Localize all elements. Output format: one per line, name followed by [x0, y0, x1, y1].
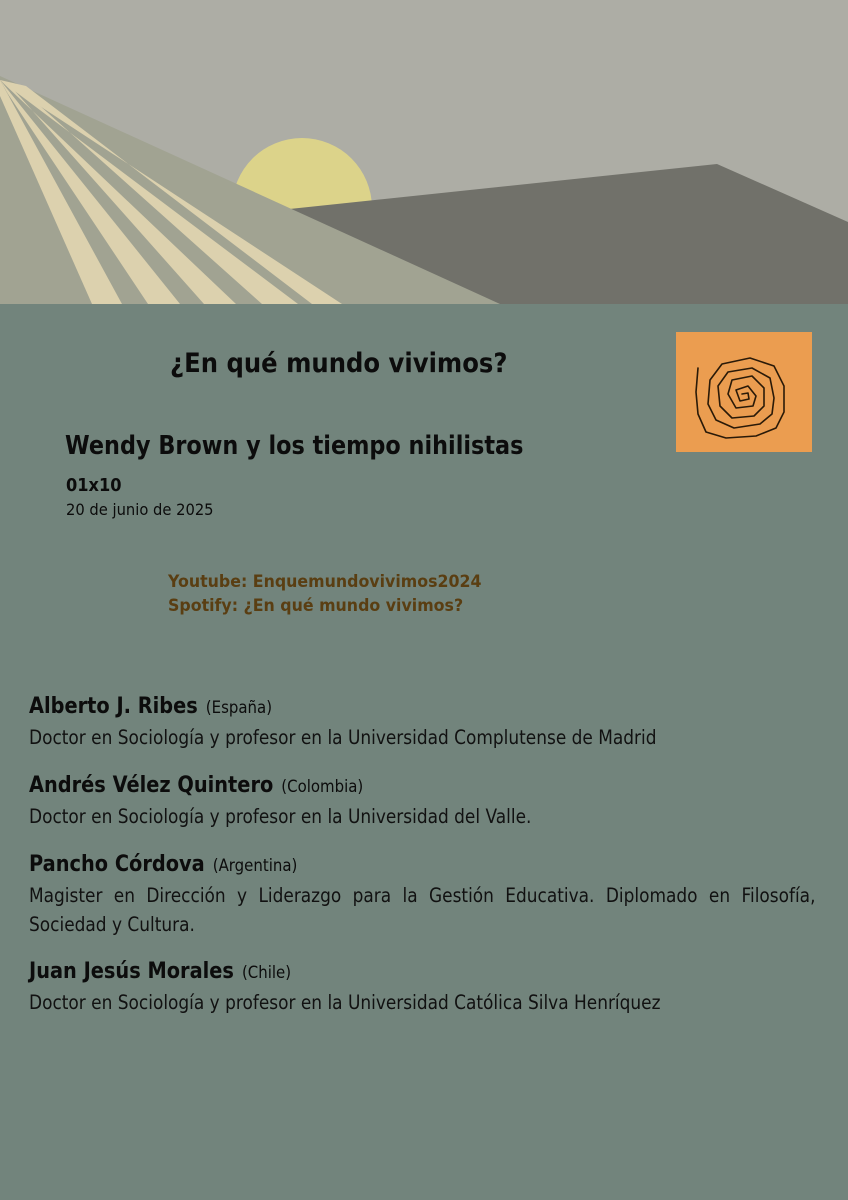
participant-country: (Chile): [241, 963, 292, 983]
participant-name: Alberto J. Ribes: [29, 694, 198, 719]
podcast-title: ¿En qué mundo vivimos?: [170, 348, 508, 379]
participant-name: Andrés Vélez Quintero: [29, 773, 274, 798]
participant: [29, 957, 816, 1017]
participant-country: (Argentina): [212, 856, 298, 876]
participant-country: (España): [205, 698, 273, 718]
landscape-illustration: [0, 0, 848, 304]
participant: [29, 692, 816, 752]
participant: [29, 771, 816, 831]
participant-bio: Magister en Dirección y Liderazgo para la Gestión Educativa. Diplomado en Filosofía, Sociedad y Cultura.: [29, 884, 816, 936]
participant-country: (Colombia): [281, 777, 364, 797]
spiral-logo: [676, 332, 812, 452]
participant-bio: Doctor en Sociología y profesor en la Universidad Complutense de Madrid: [29, 726, 657, 749]
participant: [29, 850, 816, 939]
participants-list: [29, 692, 816, 1036]
participant-bio: Doctor en Sociología y profesor en la Universidad del Valle.: [29, 805, 532, 828]
episode-number: 01x10: [66, 475, 122, 496]
episode-date: 20 de junio de 2025: [66, 500, 214, 519]
participant-name: Juan Jesús Morales: [29, 959, 234, 984]
spotify-link[interactable]: Spotify: ¿En qué mundo vivimos?: [168, 596, 464, 616]
episode-topic: Wendy Brown y los tiempo nihilistas: [65, 431, 524, 461]
youtube-link[interactable]: Youtube: Enquemundovivimos2024: [168, 572, 482, 592]
participant-name: Pancho Córdova: [29, 852, 205, 877]
participant-bio: Doctor en Sociología y profesor en la Universidad Católica Silva Henríquez: [29, 991, 661, 1014]
